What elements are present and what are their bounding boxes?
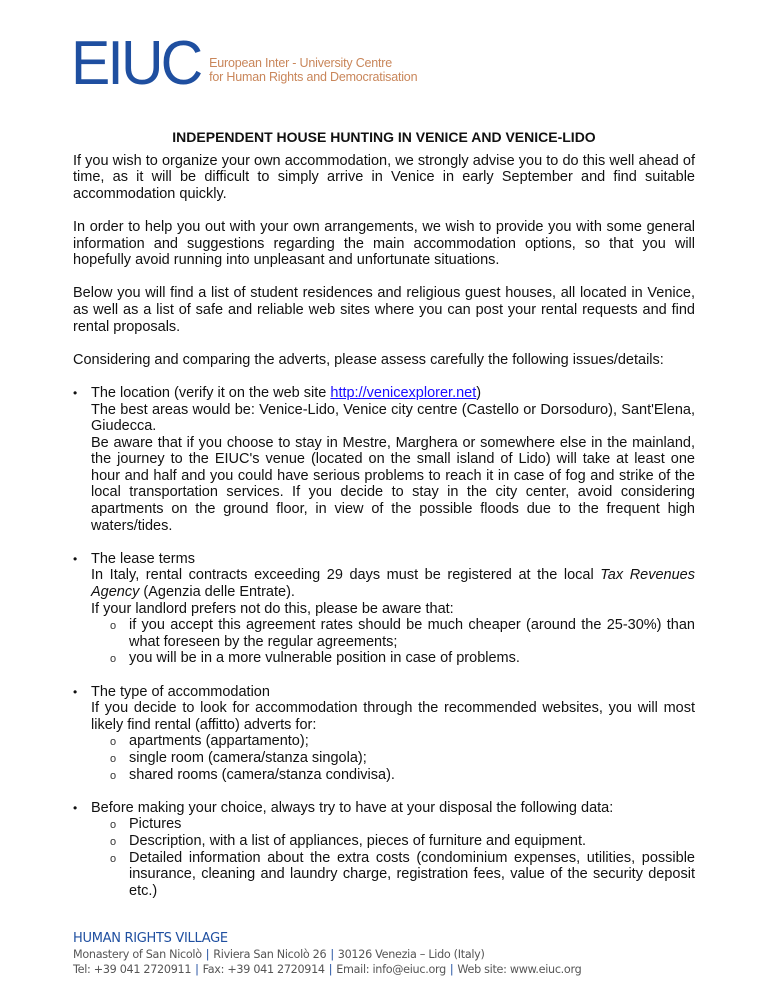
sub-list-item: o single room (camera/stanza singola); <box>110 749 367 766</box>
italic-term: Tax Revenues Agency <box>91 567 695 601</box>
bullet-icon: • <box>73 800 78 815</box>
logo-mark: EIUC <box>71 29 201 98</box>
item-text: If you decide to look for accommodation through the recommended websites, you will most likely find rental (affitto) adverts for: <box>91 700 695 733</box>
footer-email: Email: info@eiuc.org <box>336 963 446 976</box>
footer-website: Web site: www.eiuc.org <box>457 963 582 976</box>
bullet-icon: • <box>73 551 78 566</box>
footer-contact <box>73 962 581 977</box>
footer-title: HUMAN RIGHTS VILLAGE <box>73 931 228 946</box>
list-item-location <box>73 385 695 534</box>
sub-list-item: o if you accept this agreement rates should be much cheaper (around the 25-30%) than what foreseen by the regular agreements; <box>110 617 695 650</box>
separator: | <box>330 948 334 961</box>
item-heading: The lease terms <box>91 550 195 567</box>
eiuc-logo <box>71 29 418 98</box>
circle-bullet-icon: o <box>110 653 117 666</box>
sub-list-item: o shared rooms (camera/stanza condivisa). <box>110 766 395 783</box>
circle-bullet-icon: o <box>110 852 117 865</box>
list-item-before-choice <box>73 800 695 900</box>
sub-list-item: o Description, with a list of appliances, pieces of furniture and equipment. <box>110 832 586 849</box>
circle-bullet-icon: o <box>110 620 117 633</box>
document-body <box>73 129 695 916</box>
circle-bullet-icon: o <box>110 752 117 765</box>
intro-paragraph: If you wish to organize your own accommodation, we strongly advise you to do this well ahead of time, as it will be difficult to simply arrive in Venice in early September and find suitable accommodation quickly. <box>73 152 695 202</box>
sub-list-item: o Detailed information about the extra costs (condominium expenses, utilities, possible insurance, cleaning and laundry charge, registration fees, value of the security deposit etc.) <box>110 849 695 899</box>
circle-bullet-icon: o <box>110 835 117 848</box>
item-heading: The type of accommodation <box>91 683 270 700</box>
separator: | <box>195 963 199 976</box>
separator: | <box>205 948 210 961</box>
sub-list-item: o Pictures <box>110 816 182 833</box>
logo-line-1: European Inter - University Centre <box>209 56 393 70</box>
list-item-accommodation-type <box>73 684 695 784</box>
sub-list-item: o apartments (appartamento); <box>110 733 309 750</box>
bullet-icon: • <box>73 385 78 400</box>
document-title: INDEPENDENT HOUSE HUNTING IN VENICE AND VENICE-LIDO <box>172 129 596 145</box>
item-text: In Italy, rental contracts exceeding 29 days must be registered at the local Tax Revenues Agency (Agenzia delle Entrate). <box>91 567 695 601</box>
item-heading: Before making your choice, always try to have at your disposal the following data: <box>91 799 614 816</box>
circle-bullet-icon: o <box>110 819 117 832</box>
footer-address: Monastery of San Nicolò | Riviera San Nicolò 26 | 30126 Venezia – Lido (Italy) <box>73 948 485 961</box>
assess-paragraph: Considering and comparing the adverts, please assess carefully the following issues/details: <box>73 351 664 368</box>
bullet-icon: • <box>73 684 78 699</box>
list-item-lease-terms <box>73 551 695 667</box>
item-text: The best areas would be: Venice-Lido, Venice city centre (Castello or Dorsoduro), Sant'Elena, Giudecca. <box>91 401 695 435</box>
item-heading: The location (verify it on the web site http://venicexplorer.net) <box>91 384 482 401</box>
circle-bullet-icon: o <box>110 736 117 749</box>
list-paragraph: Below you will find a list of student residences and religious guest houses, all located in Venice, as well as a list of safe and reliable web sites where you can post your rental requests and find rental proposals. <box>73 285 695 335</box>
logo-line-2: for Human Rights and Democratisation <box>209 70 418 84</box>
item-text: If your landlord prefers not do this, please be aware that: <box>91 600 454 617</box>
help-paragraph: In order to help you out with your own arrangements, we wish to provide you with some general information and suggestions regarding the main accommodation options, so that you will hopefully avoid running into unpleasant and unfortunate situations. <box>73 218 695 269</box>
circle-bullet-icon: o <box>110 769 117 782</box>
footer-fax: Fax: +39 041 2720914 <box>202 963 325 976</box>
sub-list-item: o you will be in a more vulnerable position in case of problems. <box>110 650 520 667</box>
page-footer <box>73 931 581 977</box>
logo-text <box>209 56 417 84</box>
venicexplorer-link[interactable]: http://venicexplorer.net <box>330 384 477 401</box>
item-text: Be aware that if you choose to stay in Mestre, Marghera or somewhere else in the mainland, the journey to the EIUC's venue (located on the small island of Lido) will take at least one hour and half and you could have serious problems to reach it in case of fog and strike of the local transportation services. If you decide to stay in the city center, avoid considering apartments on the ground floor, in view of the possible floods due to the frequent high waters/tides. <box>91 434 695 534</box>
separator: | <box>328 963 333 976</box>
separator: | <box>449 963 454 976</box>
footer-tel: Tel: +39 041 2720911 <box>73 963 192 976</box>
